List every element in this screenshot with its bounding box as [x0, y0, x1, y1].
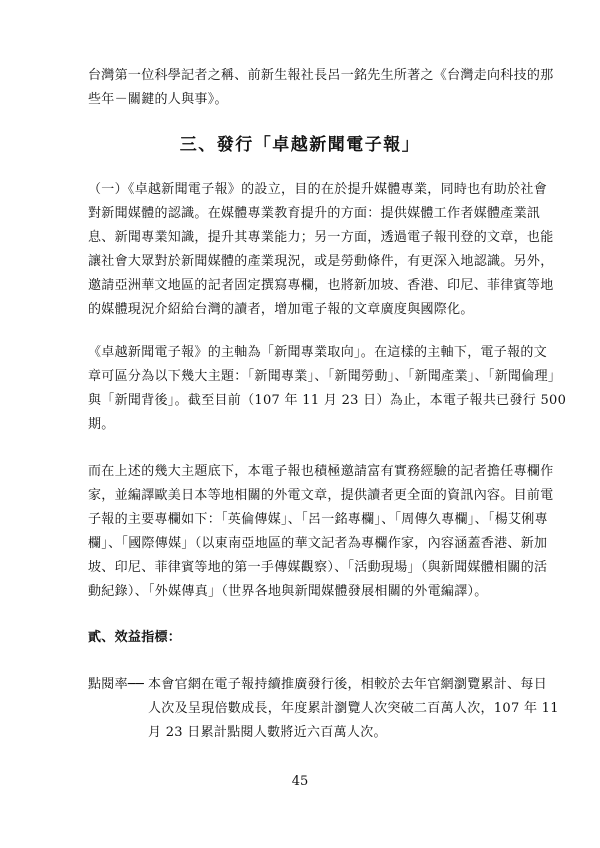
paragraph-line: 家，並編譯歐美日本等地相關的外電文章，提供讀者更全面的資訊內容。目前電 — [88, 488, 554, 503]
paragraph-line: 坡、印尼、菲律賓等地的第一手傳媒觀察）、「活動現場」（與新聞媒體相關的活 — [88, 560, 548, 575]
paragraph-line: 欄」、「國際傳媒」（以東南亞地區的華文記者為專欄作家，內容涵蓋香港、新加 — [88, 536, 548, 551]
page-number: 45 — [291, 774, 309, 789]
section-heading: 三、發行「卓越新聞電子報」 — [179, 135, 421, 155]
paragraph-line: 而在上述的幾大主題底下，本電子報也積極邀請富有實務經驗的記者擔任專欄作 — [88, 464, 554, 479]
paragraph-line: 章可區分為以下幾大主題：「新聞專業」、「新聞勞動」、「新聞產業」、「新聞倫理」 — [88, 369, 562, 384]
metric-line: 本會官網在電子報持續推廣發行後，相較於去年官網瀏覽累計、每日 — [148, 677, 548, 692]
paragraph-line: 子報的主要專欄如下：「英倫傳媒」、「呂一銘專欄」、「周傳久專欄」、「楊艾俐專 — [88, 512, 548, 527]
paragraph-line: 與「新聞背後」。截至目前（107 年 11 月 23 日）為止，本電子報共已發行 500 — [88, 393, 567, 408]
paragraph-line: 讓社會大眾對於新聞媒體的產業現況，或是勞動條件，有更深入地認識。另外， — [88, 254, 554, 269]
metric-term: 點閱率── — [88, 677, 145, 692]
paragraph-line: 息、新聞專業知識，提升其專業能力；另一方面，透過電子報刊登的文章，也能 — [88, 230, 554, 245]
paragraph-line: 對新聞媒體的認識。在媒體專業教育提升的方面：提供媒體工作者媒體產業訊 — [88, 206, 541, 221]
intro-line: 台灣第一位科學記者之稱、前新生報社長呂一銘先生所著之《台灣走向科技的那 — [88, 68, 554, 83]
paragraph-line: 期。 — [88, 417, 115, 432]
metric-line: 人次及呈現倍數成長，年度累計瀏覽人次突破二百萬人次，107 年 11 — [148, 701, 559, 716]
metric-line: 月 23 日累計點閱人數將近六百萬人次。 — [148, 725, 387, 740]
paragraph-line: 《卓越新聞電子報》的主軸為「新聞專業取向」。在這樣的主軸下，電子報的文 — [88, 345, 548, 360]
paragraph-line: 動紀錄）、「外媒傳真」（世界各地與新聞媒體發展相關的外電編譯）。 — [88, 584, 488, 599]
paragraph-line: 邀請亞洲華文地區的記者固定撰寫專欄，也將新加坡、香港、印尼、菲律賓等地 — [88, 278, 554, 293]
intro-line: 些年－關鍵的人與事》。 — [88, 92, 228, 107]
paragraph-line: 的媒體現況介紹給台灣的讀者，增加電子報的文章廣度與國際化。 — [88, 302, 474, 317]
section-title-text: 貳、效益指標： — [88, 630, 182, 645]
paragraph-line: （一）《卓越新聞電子報》的設立，目的在於提升媒體專業，同時也有助於社會 — [88, 182, 548, 197]
